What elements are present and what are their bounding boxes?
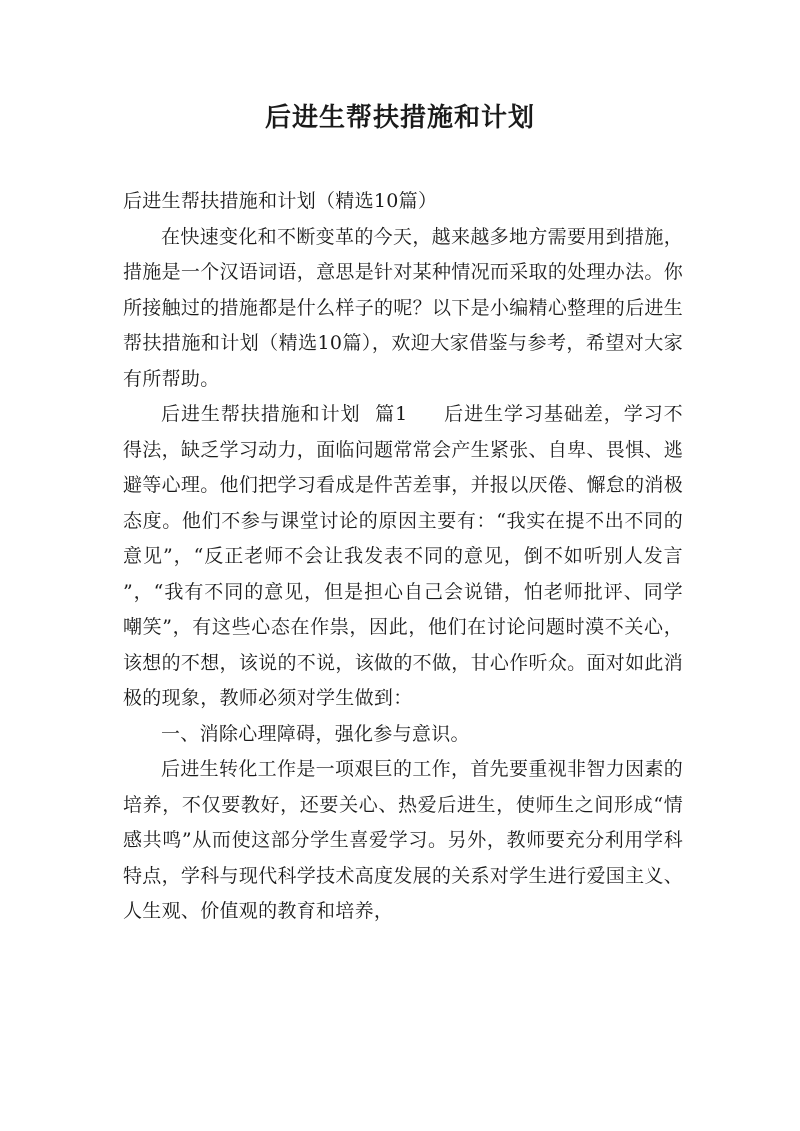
section1-heading: 后进生帮扶措施和计划 — [161, 403, 361, 425]
document-body — [123, 184, 683, 930]
intro-paragraph: 在快速变化和不断变革的今天，越来越多地方需要用到措施，措施是一个汉语词语，意思是针对某种情况而采取的处理办法。你所接触过的措施都是什么样子的呢？以下是小编精心整理的后进生帮扶措施和计划（精选10篇），欢迎大家借鉴与参考，希望对大家有所帮助。 — [123, 225, 683, 390]
section1-text: 后进生学习基础差，学习不得法，缺乏学习动力，面临问题常常会产生紧张、自卑、畏惧、逃避等心理。他们把学习看成是件苦差事，并报以厌倦、懈怠的消极态度。他们不参与课堂讨论的原因主要有：“我实在提不出不同的意见”，“反正老师不会让我发表不同的意见，倒不如听别人发言 ”，“我有不同的意见，但是担心自己会说错，怕老师批评、同学嘲笑”，有这些心态在作祟，因此，他们在讨论问题时漠不关心，该想的不想，该说的不说，该做的不做，甘心作听众。面对如此消极的现象，教师必须对学生做到： — [123, 403, 683, 709]
paragraph-2: 后进生转化工作是一项艰巨的工作，首先要重视非智力因素的培养，不仅要教好，还要关心、热爱后进生，使师生之间形成“情感共鸣”从而使这部分学生喜爱学习。另外，教师要充分利用学科特点，学科与现代科学技术高度发展的关系对学生进行爱国主义、人生观、价值观的教育和培养， — [123, 758, 683, 922]
section1-number: 篇1 — [374, 403, 408, 425]
document-subtitle: 后进生帮扶措施和计划（精选10篇） — [123, 190, 438, 212]
section1-paragraph — [123, 397, 683, 717]
document-title: 后进生帮扶措施和计划 — [264, 103, 535, 133]
point1-heading: 一、消除心理障碍，强化参与意识。 — [161, 722, 470, 745]
